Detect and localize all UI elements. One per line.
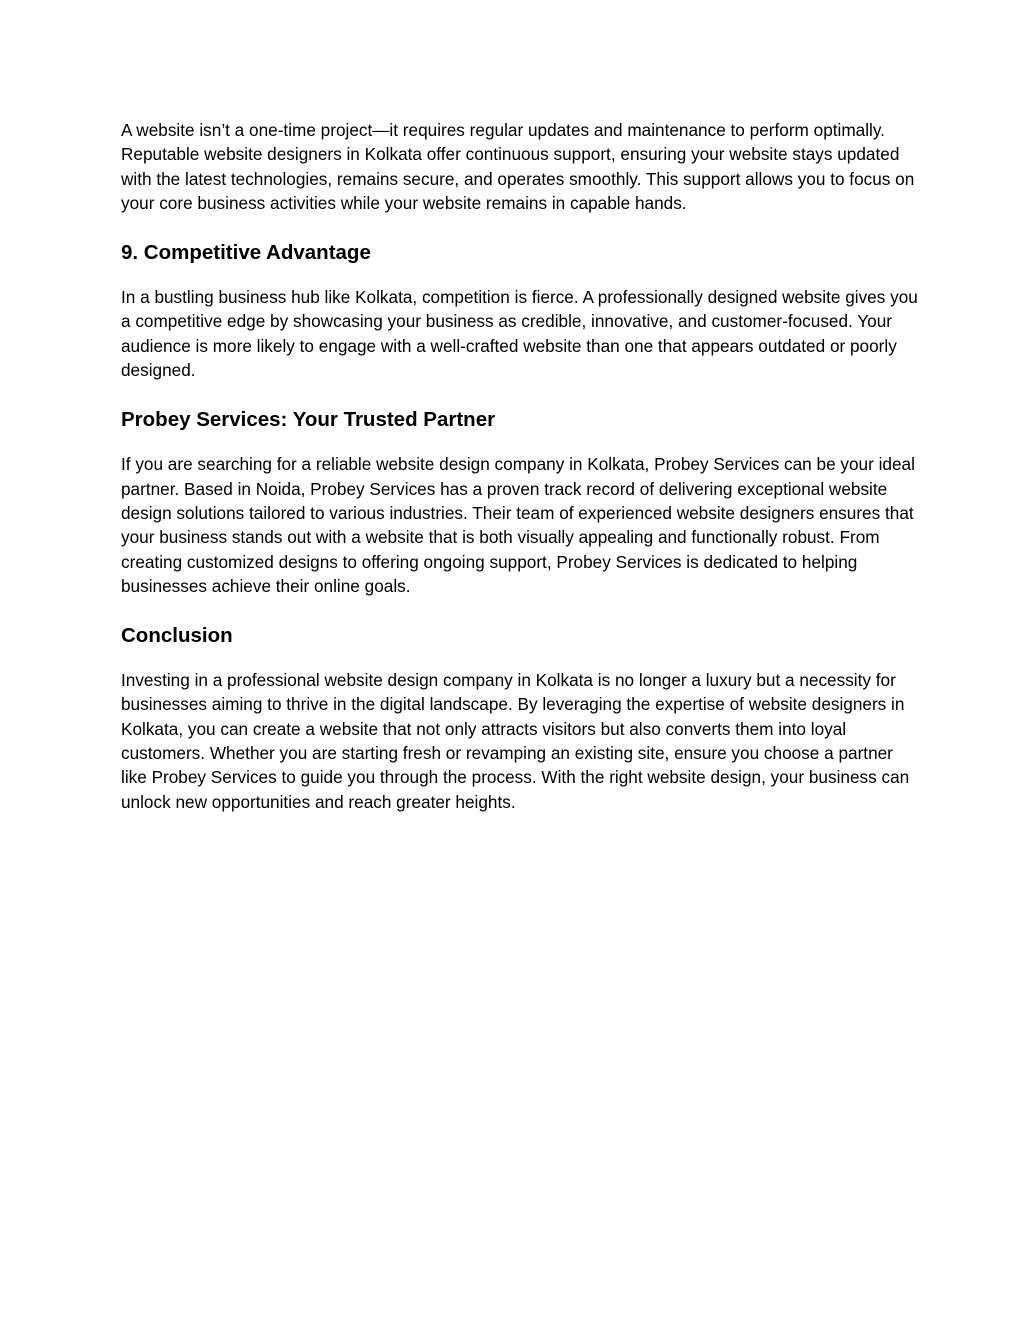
section-body-conclusion: Investing in a professional website design company in Kolkata is no longer a luxury but a necessity for businesses aiming to thrive in the digital landscape. By leveraging the expertise of website designers in Kolkata, you can create a website that not only attracts visitors but also converts them into loyal customers. Whether you are starting fresh or revamping an existing site, ensure you choose a partner like Probey Services to guide you through the process. With the right website design, your business can unlock new opportunities and reach greater heights. [121, 670, 910, 812]
section-body-probey-services: If you are searching for a reliable website design company in Kolkata, Probey Services can be your ideal partner. Based in Noida, Probey Services has a proven track record of delivering exceptional website design solutions tailored to various industries. Their team of experienced website designers ensures that your business stands out with a website that is both visually appealing and functionally robust. From creating customized designs to offering ongoing support, Probey Services is dedicated to helping businesses achieve their online goals. [121, 454, 915, 596]
section-heading-competitive-advantage: 9. Competitive Advantage [121, 241, 371, 265]
intro-paragraph: A website isn’t a one-time project—it requires regular updates and maintenance to perform optimally. Reputable website designers in Kolkata offer continuous support, ensuring your website stays updated with the latest technologies, remains secure, and operates smoothly. This support allows you to focus on your core business activities while your website remains in capable hands. [121, 120, 915, 213]
section-heading-probey-services: Probey Services: Your Trusted Partner [121, 408, 496, 432]
section-body-competitive-advantage: In a bustling business hub like Kolkata, competition is fierce. A professionally designed website gives you a competitive edge by showcasing your business as credible, innovative, and customer-focused. Your audience is more likely to engage with a well-crafted website than one that appears outdated or poorly designed. [121, 287, 918, 381]
section-heading-conclusion: Conclusion [121, 624, 233, 648]
document-page [121, 118, 921, 814]
